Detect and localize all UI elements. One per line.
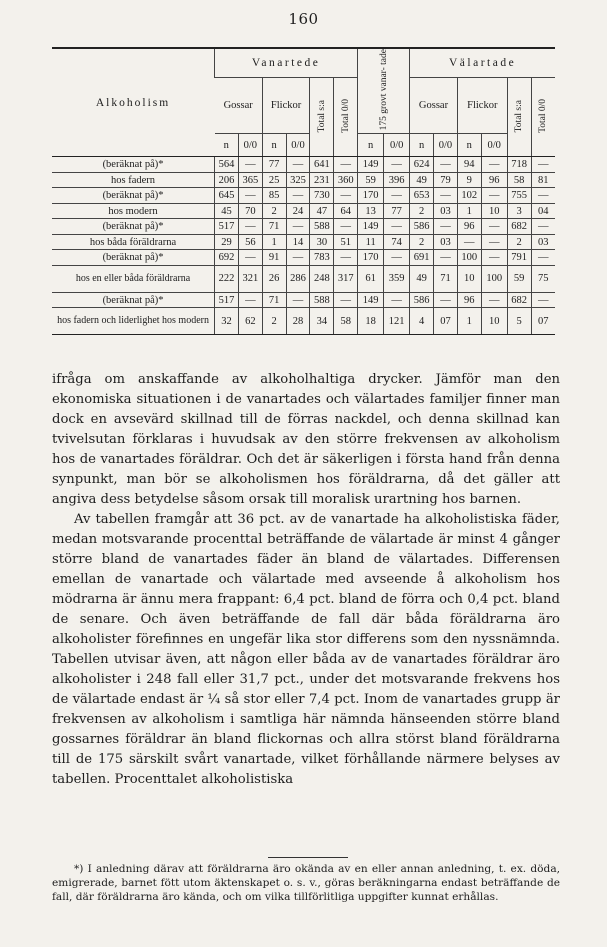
cell-n: 10: [457, 265, 481, 292]
pct-header: 0/0: [481, 134, 507, 157]
cell-n: 71: [262, 219, 286, 235]
cell-pct: —: [286, 157, 310, 173]
cell-pct: 79: [434, 172, 458, 188]
cell-n: 641: [310, 157, 334, 173]
table-row: [52, 219, 555, 235]
n-header: n: [410, 134, 434, 157]
cell-pct: —: [334, 188, 358, 204]
cell-n: 1: [457, 308, 481, 335]
table-row: [52, 265, 555, 292]
corner-label: Alkoholism: [52, 49, 215, 157]
cell-pct: 396: [384, 172, 410, 188]
cell-pct: 58: [334, 308, 358, 335]
cell-pct: —: [384, 157, 410, 173]
cell-n: 30: [310, 234, 334, 250]
cell-pct: 10: [481, 203, 507, 219]
pct-header: 0/0: [286, 134, 310, 157]
cell-pct: 321: [238, 265, 262, 292]
cell-n: 645: [215, 188, 239, 204]
cell-pct: 07: [434, 308, 458, 335]
cell-pct: —: [384, 292, 410, 308]
cell-n: 149: [358, 219, 384, 235]
cell-pct: 317: [334, 265, 358, 292]
cell-pct: 03: [531, 234, 555, 250]
cell-n: 586: [410, 292, 434, 308]
cell-pct: —: [531, 219, 555, 235]
cell-n: 2: [410, 234, 434, 250]
cell-n: 692: [215, 250, 239, 266]
pct-header: 0/0: [384, 134, 410, 157]
row-label: (beräknat på)*: [52, 157, 215, 173]
cell-pct: —: [434, 219, 458, 235]
cell-n: 170: [358, 188, 384, 204]
sub-gossar-2: Gossar: [410, 78, 458, 134]
cell-pct: 77: [384, 203, 410, 219]
cell-n: 2: [507, 234, 531, 250]
cell-pct: 03: [434, 234, 458, 250]
cell-pct: —: [481, 219, 507, 235]
cell-n: 517: [215, 219, 239, 235]
sub-flickor-1: Flickor: [262, 78, 310, 134]
cell-pct: —: [384, 219, 410, 235]
cell-n: 34: [310, 308, 334, 335]
cell-pct: 70: [238, 203, 262, 219]
cell-n: 100: [457, 250, 481, 266]
cell-n: 4: [410, 308, 434, 335]
cell-n: 3: [507, 203, 531, 219]
group-header-vanartade: Vanartede: [215, 49, 358, 78]
cell-pct: 325: [286, 172, 310, 188]
cell-pct: 360: [334, 172, 358, 188]
cell-pct: —: [481, 157, 507, 173]
table-row: [52, 203, 555, 219]
cell-pct: 74: [384, 234, 410, 250]
cell-pct: —: [334, 157, 358, 173]
paragraph-2: Av tabellen framgår att 36 pct. av de vanartade ha alkoholistiska fäder, medan motsvarande procenttal beträffande de välartade är minst 4 gånger större bland de vanartades fäder än bland de välartades. Differensen emellan de vanartade och välartade med avseende å alkoholism hos mödrarna är ännu mera frappant: 6,4 pct. bland de förra och 0,4 pct. bland de senare. Och även beträffande de fall där båda föräldrarna äro alkoholister förefinnes en ungefär lika stor differens som den nyssnämnda. Tabellen utvisar även, att någon eller båda av de vanartades föräldrar äro alkoholister i 248 fall eller 31,7 pct., under det motsvarande frekvens hos de välartade endast är ¼ så stor eller 7,4 pct. Inom de vanartades grupp är frekvensen av alkoholism i samtliga här nämnda hänseenden större bland gossarnes föräldrar än bland flickornas och allra störst bland föräldrarna till de 175 särskilt svårt vanartade, vilket förhållande närmere belyses av tabellen. Procenttalet alkoholistiska: [52, 512, 560, 787]
cell-n: 49: [410, 265, 434, 292]
row-label: (beräknat på)*: [52, 292, 215, 308]
pct-header: 0/0: [434, 134, 458, 157]
cell-pct: 62: [238, 308, 262, 335]
cell-n: 61: [358, 265, 384, 292]
cell-n: 588: [310, 292, 334, 308]
cell-n: 26: [262, 265, 286, 292]
cell-n: 85: [262, 188, 286, 204]
cell-n: 682: [507, 219, 531, 235]
n-header: n: [358, 134, 384, 157]
cell-pct: 100: [481, 265, 507, 292]
cell-pct: —: [531, 188, 555, 204]
cell-pct: 56: [238, 234, 262, 250]
cell-pct: —: [238, 157, 262, 173]
cell-n: 1: [457, 203, 481, 219]
cell-pct: 75: [531, 265, 555, 292]
cell-pct: —: [434, 250, 458, 266]
cell-n: 1: [262, 234, 286, 250]
cell-pct: —: [384, 250, 410, 266]
cell-pct: 04: [531, 203, 555, 219]
cell-n: 718: [507, 157, 531, 173]
cell-n: 47: [310, 203, 334, 219]
cell-n: 730: [310, 188, 334, 204]
table-row: [52, 234, 555, 250]
cell-n: 170: [358, 250, 384, 266]
cell-n: 564: [215, 157, 239, 173]
cell-n: 783: [310, 250, 334, 266]
cell-pct: —: [481, 292, 507, 308]
cell-n: 682: [507, 292, 531, 308]
cell-n: 588: [310, 219, 334, 235]
row-label: hos en eller båda föräldrarna: [52, 265, 215, 292]
cell-pct: 03: [434, 203, 458, 219]
cell-n: 13: [358, 203, 384, 219]
cell-n: 11: [358, 234, 384, 250]
col-total-sa-2: Total s:a: [507, 78, 531, 157]
cell-n: 586: [410, 219, 434, 235]
cell-pct: —: [286, 250, 310, 266]
cell-n: 94: [457, 157, 481, 173]
cell-pct: —: [531, 157, 555, 173]
cell-n: 102: [457, 188, 481, 204]
n-header: n: [262, 134, 286, 157]
cell-n: 791: [507, 250, 531, 266]
row-label: hos fadern: [52, 172, 215, 188]
cell-pct: —: [384, 188, 410, 204]
cell-n: 91: [262, 250, 286, 266]
sub-flickor-2: Flickor: [457, 78, 507, 134]
cell-n: 49: [410, 172, 434, 188]
cell-pct: —: [238, 250, 262, 266]
row-label: hos fadern och liderlighet hos modern: [52, 308, 215, 335]
cell-pct: —: [286, 219, 310, 235]
cell-n: 149: [358, 157, 384, 173]
cell-pct: 51: [334, 234, 358, 250]
cell-pct: —: [531, 292, 555, 308]
cell-n: 231: [310, 172, 334, 188]
table-row: [52, 250, 555, 266]
page-number: 160: [288, 10, 319, 28]
cell-pct: —: [481, 234, 507, 250]
row-label: (beräknat på)*: [52, 250, 215, 266]
cell-n: 59: [507, 265, 531, 292]
cell-pct: 10: [481, 308, 507, 335]
cell-pct: —: [434, 157, 458, 173]
body-text: [52, 370, 560, 790]
cell-n: 149: [358, 292, 384, 308]
cell-pct: —: [238, 219, 262, 235]
row-label: (beräknat på)*: [52, 219, 215, 235]
group-header-valartade: Välartade: [410, 49, 555, 78]
n-header: n: [215, 134, 239, 157]
cell-pct: 24: [286, 203, 310, 219]
cell-n: 248: [310, 265, 334, 292]
cell-n: 32: [215, 308, 239, 335]
cell-n: 517: [215, 292, 239, 308]
cell-pct: —: [334, 250, 358, 266]
footnote-rule: [268, 857, 348, 858]
cell-n: 206: [215, 172, 239, 188]
row-label: hos båda föräldrarna: [52, 234, 215, 250]
cell-n: 624: [410, 157, 434, 173]
col-total-pct-2: Total 0/0: [531, 78, 555, 157]
cell-pct: —: [531, 250, 555, 266]
cell-n: 2: [262, 203, 286, 219]
cell-n: 2: [262, 308, 286, 335]
cell-pct: —: [334, 292, 358, 308]
cell-n: 71: [262, 292, 286, 308]
cell-pct: 28: [286, 308, 310, 335]
cell-n: 96: [457, 292, 481, 308]
cell-n: 5: [507, 308, 531, 335]
table-row: [52, 188, 555, 204]
cell-pct: —: [481, 188, 507, 204]
cell-n: 653: [410, 188, 434, 204]
row-label: hos modern: [52, 203, 215, 219]
alcoholism-table: [52, 47, 555, 335]
cell-pct: —: [434, 188, 458, 204]
cell-n: 222: [215, 265, 239, 292]
cell-pct: —: [434, 292, 458, 308]
col-total-pct-1: Total 0/0: [334, 78, 358, 157]
cell-pct: —: [481, 250, 507, 266]
col-175-grovt: 175 grovt vanar- tade: [358, 49, 410, 134]
cell-pct: 121: [384, 308, 410, 335]
cell-n: 9: [457, 172, 481, 188]
row-label: (beräknat på)*: [52, 188, 215, 204]
cell-pct: 64: [334, 203, 358, 219]
cell-n: 58: [507, 172, 531, 188]
cell-n: 96: [457, 219, 481, 235]
cell-pct: 359: [384, 265, 410, 292]
cell-pct: 286: [286, 265, 310, 292]
cell-pct: 96: [481, 172, 507, 188]
cell-pct: —: [238, 292, 262, 308]
cell-n: 29: [215, 234, 239, 250]
col-total-sa-1: Total s:a: [310, 78, 334, 157]
cell-pct: —: [334, 219, 358, 235]
pct-header: 0/0: [238, 134, 262, 157]
paragraph-1: ifråga om anskaffande av alkoholhaltiga drycker. Jämför man den ekonomiska situationen i de vanartades och välartades familjer finner man dock en avsevärd skillnad till de förras nackdel, och denna skillnad kan tvivelsutan förklaras i huvudsak av den större frekvensen av alkoholism hos de vanartades föräldrar. Och det är säkerligen i första hand från denna synpunkt, man bör se alkoholismen hos föräldrarna, då det gäller att angiva dess betydelse såsom orsak till moralisk urartning hos barnen.: [52, 372, 560, 507]
footnote: *) I anledning därav att föräldrarna äro okända av en eller annan anledning, t. ex. döda, emigrerade, barnet fött utom äktenskapet o. s. v., göras beräkningarna endast beträffande de fall, där föräldrarna äro kända, och om vilka tillförlitliga uppgifter kunnat erhållas.: [52, 863, 560, 903]
cell-n: —: [457, 234, 481, 250]
cell-n: 2: [410, 203, 434, 219]
table-row: [52, 172, 555, 188]
table-row: [52, 157, 555, 173]
cell-pct: 71: [434, 265, 458, 292]
sub-gossar-1: Gossar: [215, 78, 263, 134]
cell-n: 691: [410, 250, 434, 266]
cell-pct: 14: [286, 234, 310, 250]
cell-n: 18: [358, 308, 384, 335]
cell-pct: —: [286, 292, 310, 308]
cell-pct: 365: [238, 172, 262, 188]
cell-pct: —: [286, 188, 310, 204]
cell-n: 77: [262, 157, 286, 173]
n-header: n: [457, 134, 481, 157]
cell-pct: —: [238, 188, 262, 204]
cell-n: 25: [262, 172, 286, 188]
table-row: [52, 308, 555, 335]
cell-pct: 81: [531, 172, 555, 188]
cell-n: 755: [507, 188, 531, 204]
cell-pct: 07: [531, 308, 555, 335]
cell-n: 59: [358, 172, 384, 188]
table-row: [52, 292, 555, 308]
cell-n: 45: [215, 203, 239, 219]
